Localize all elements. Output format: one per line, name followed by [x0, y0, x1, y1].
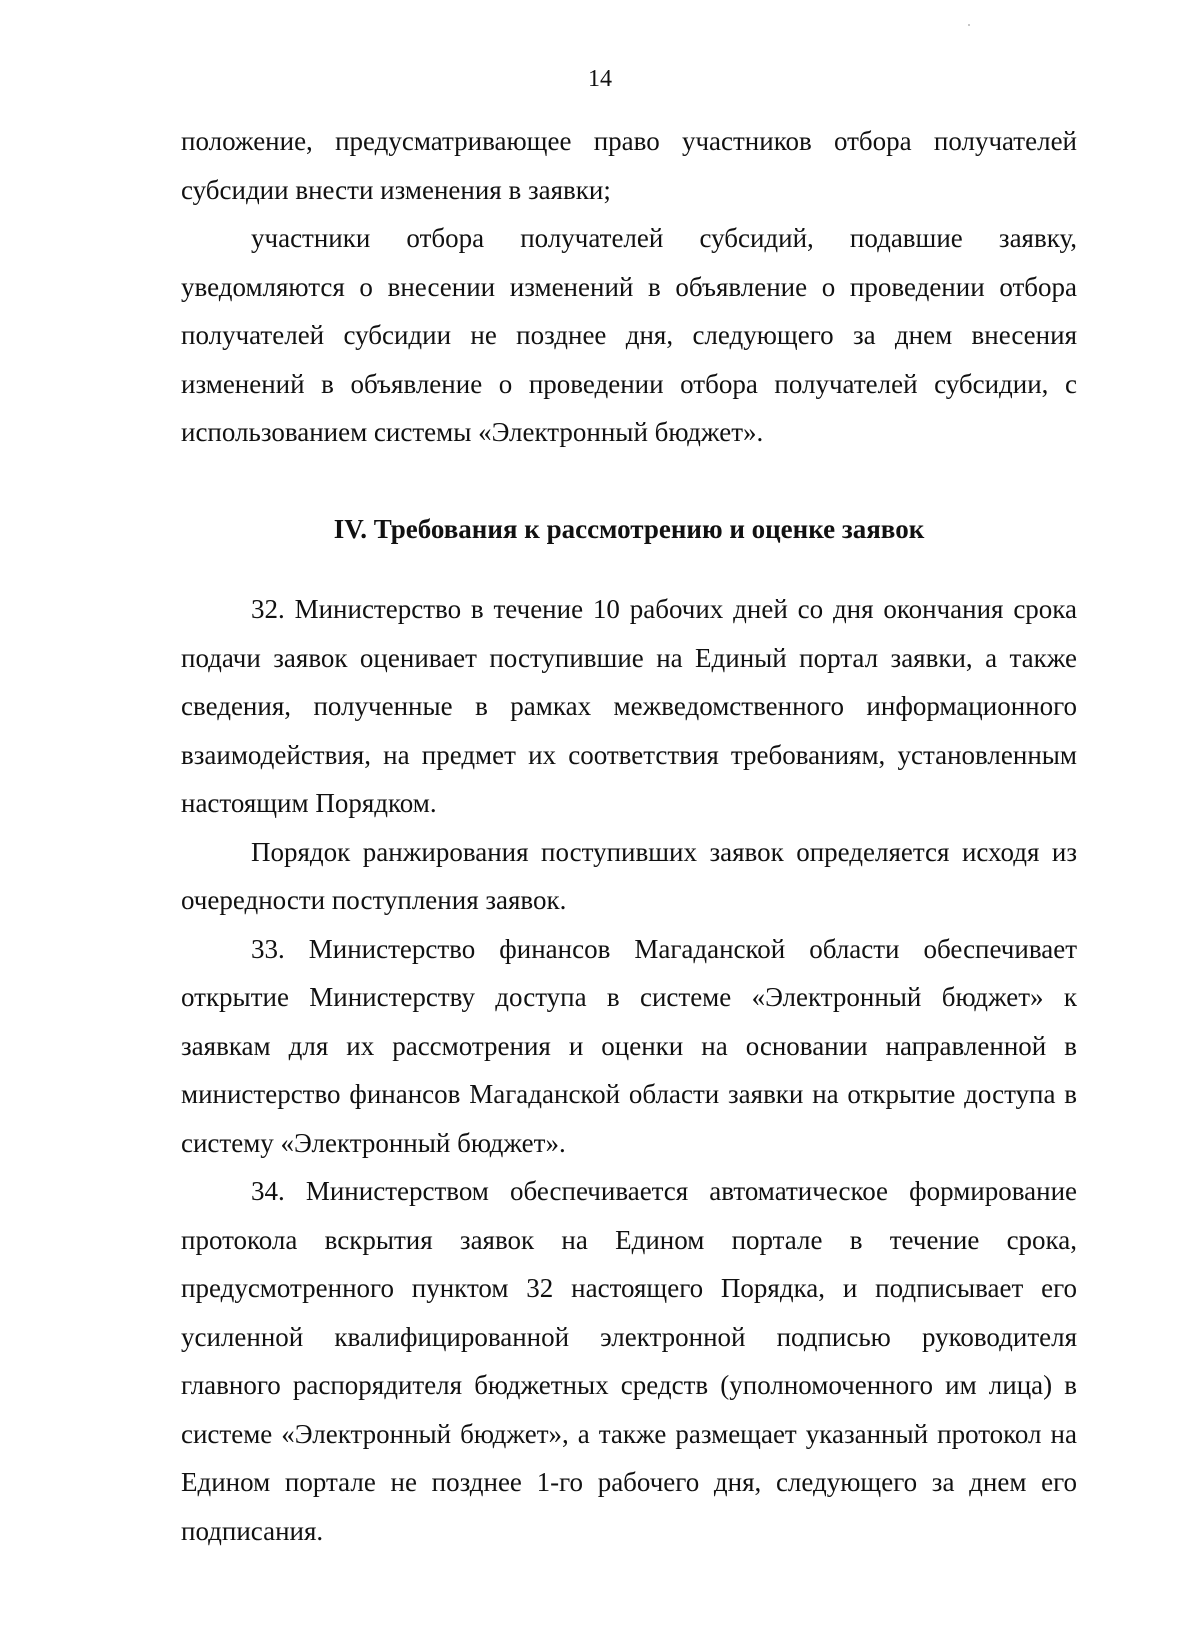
- page-number: 14: [588, 66, 612, 92]
- scan-speck: [968, 24, 970, 26]
- paragraph-33: 33. Министерство финансов Магаданской области обеспечивает открытие Министерству доступа в системе «Электронный бюджет» к заявкам для их рассмотрения и оценки на основании направленной в министерство финансов Магаданской области заявки на открытие доступа в систему «Электронный бюджет».: [181, 933, 1077, 1158]
- top-text-block: [181, 117, 1077, 457]
- paragraph-34: 34. Министерством обеспечивается автоматическое формирование протокола вскрытия заявок на Едином портале в течение срока, предусмотренного пунктом 32 настоящего Порядка, и подписывает его усиленной квалифицированной электронной подписью руководителя главного распорядителя бюджетных средств (уполномоченного им лица) в системе «Электронный бюджет», а также размещает указанный протокол на Едином портале не позднее 1-го рабочего дня, следующего за днем его подписания.: [181, 1176, 1077, 1546]
- paragraph-ranking: Порядок ранжирования поступивших заявок определяется исходя из очередности поступления заявок.: [181, 836, 1077, 915]
- paragraph-32: 32. Министерство в течение 10 рабочих дней со дня окончания срока подачи заявок оценивает поступившие на Единый портал заявки, а также сведения, полученные в рамках межведомственного информационного взаимодействия, на предмет их соответствия требованиям, установленным настоящим Порядком.: [181, 594, 1077, 818]
- paragraph-notification: участники отбора получателей субсидий, подавшие заявку, уведомляются о внесении изменений в объявление о проведении отбора получателей субсидии не позднее дня, следующего за днем внесения изменений в объявление о проведении отбора получателей субсидии, с использованием системы «Электронный бюджет».: [181, 223, 1077, 447]
- section-heading: IV. Требования к рассмотрению и оценке заявок: [333, 514, 925, 544]
- section-text-block: [181, 585, 1077, 1555]
- paragraph-continuation: положение, предусматривающее право участников отбора получателей субсидии внести изменения в заявки;: [181, 126, 1077, 205]
